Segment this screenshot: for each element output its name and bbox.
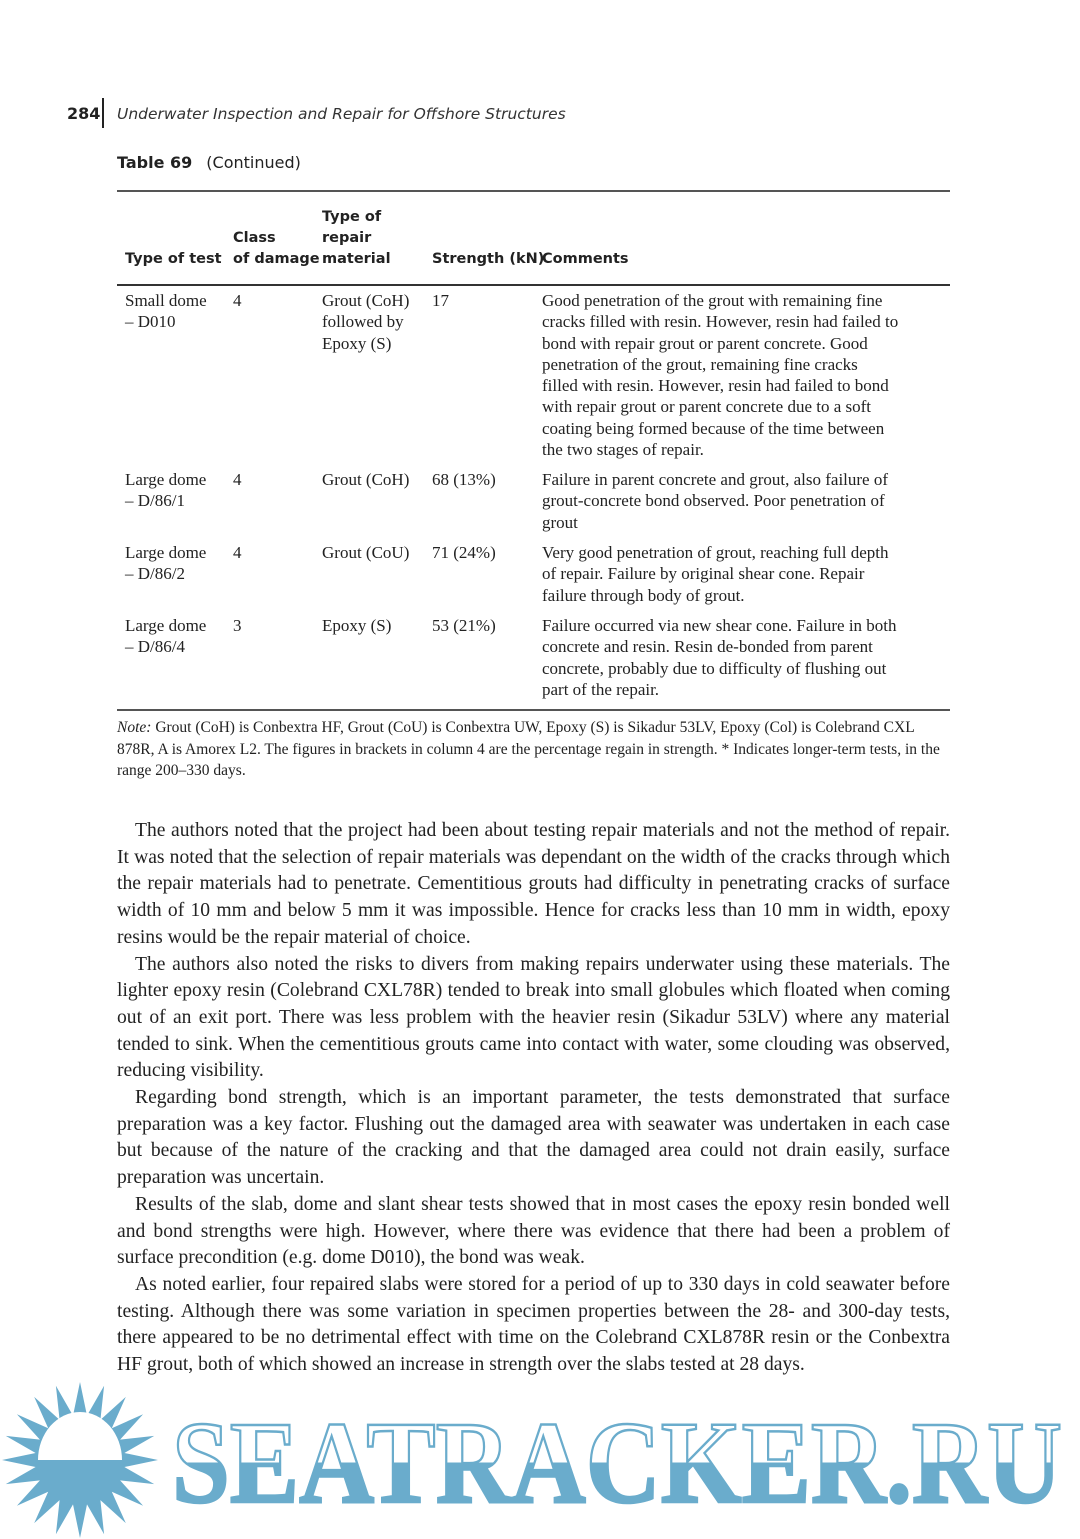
table-cell-test (125, 290, 207, 333)
table-cell-strength: 17 (432, 291, 449, 310)
table-top-rule (117, 190, 950, 192)
note-label: Note: (117, 719, 152, 736)
cell-line: coating being formed because of the time between (542, 418, 885, 438)
column-header: material (322, 251, 391, 267)
cell-line: – D/86/1 (125, 491, 185, 511)
cell-line: of repair. Failure by original shear cone. Repair (542, 564, 865, 584)
paragraph: Results of the slab, dome and slant shear tests showed that in most cases the epoxy resin bonded well and bond strengths were high. However, where there was evidence that there had been a problem of surface precondition (e.g. dome D010), the bond was weak. (117, 1193, 950, 1269)
table-cell-material (322, 290, 409, 354)
table-cell-material (322, 615, 391, 636)
cell-line: the two stages of repair. (542, 440, 704, 460)
cell-line: bond with repair grout or parent concrete. Good (542, 333, 868, 353)
paragraph: The authors also noted the risks to divers from making repairs underwater using these materials. The lighter epoxy resin (Colebrand CXL78R) tended to break into small globules which floated when coming out of an exit port. There was less problem with the heavier resin (Sikadur 53LV) where any material tended to sink. When the cementitious grouts came into contact with water, some clouding was observed, reducing visibility. (117, 953, 950, 1082)
table-cell-comments (542, 290, 898, 460)
cell-line: Grout (CoH) (322, 291, 410, 310)
cell-line: Failure in parent concrete and grout, also failure of (542, 470, 889, 489)
column-header: of damage (233, 251, 320, 267)
cell-line: Large dome (125, 543, 207, 562)
cell-line: cracks filled with resin. However, resin had failed to (542, 312, 899, 332)
table-cell-test (125, 542, 206, 585)
running-title: Underwater Inspection and Repair for Offshore Structures (117, 105, 566, 123)
sun-logo-icon (2, 1382, 158, 1538)
table-cell-class: 4 (233, 470, 242, 489)
table-cell-comments (542, 542, 889, 606)
cell-line: – D/86/2 (125, 564, 185, 584)
cell-line: – D/86/4 (125, 637, 185, 657)
paragraph: Regarding bond strength, which is an important parameter, the tests demonstrated that surface preparation was a key factor. Flushing out the damaged area with seawater was undertaken in each case but because of the nature of the cracking and that the damaged area could not drain easily, surface preparation was uncertain. (117, 1087, 950, 1189)
paragraph: The authors noted that the project had been about testing repair materials and not the method of repair. It was noted that the selection of repair materials was dependant on the width of the cracks through which the repair materials had to penetrate. Cementitious grouts had difficulty in penetrating cracks of surface width of 10 mm and below 5 mm it was impossible. Hence for cracks less than 10 mm in width, epoxy resins would be the repair material of choice. (117, 820, 950, 948)
cell-line: Large dome (125, 470, 207, 489)
column-header: repair (322, 230, 372, 246)
header-divider (102, 98, 104, 128)
cell-line: concrete, probably due to difficulty of flushing out (542, 658, 887, 678)
cell-line: Small dome (125, 291, 207, 310)
table-cell-comments (542, 615, 897, 700)
cell-line: concrete and resin. Resin de-bonded from parent (542, 637, 873, 657)
cell-line: failure through body of grout. (542, 585, 745, 605)
cell-line: penetration of the grout, remaining fine cracks (542, 354, 858, 374)
cell-line: with repair grout or parent concrete due to a soft (542, 397, 872, 417)
note-text: Grout (CoH) is Conbextra HF, Grout (CoU) is Conbextra UW, Epoxy (S) is Sikadur 53LV, Epoxy (Col) is Colebrand CXL 878R, A is Amorex L2. The figures in brackets in column 4 are the percentage regain in strength. * Indicates longer-term tests, in the range 200–330 days. (117, 719, 940, 779)
watermark-text: SEATRACKER.RU (172, 1397, 1062, 1528)
table-note (117, 717, 950, 782)
cell-line: part of the repair. (542, 679, 660, 699)
cell-line: Grout (CoU) (322, 543, 410, 562)
cell-line: grout (542, 512, 578, 532)
body-text (117, 818, 950, 1379)
table-cell-strength: 53 (21%) (432, 616, 496, 635)
cell-line: Epoxy (S) (322, 616, 392, 635)
cell-line: Failure occurred via new shear cone. Failure in both (542, 616, 897, 635)
table-cell-class: 3 (233, 616, 242, 635)
cell-line: Large dome (125, 616, 207, 635)
cell-line: grout-concrete bond observed. Poor penetration of (542, 491, 885, 511)
table-cell-strength: 71 (24%) (432, 543, 496, 562)
table-header-rule (117, 284, 950, 286)
table-cell-strength: 68 (13%) (432, 470, 496, 489)
table-cell-material (322, 469, 409, 490)
column-header: Type of (322, 209, 382, 225)
table-label: Table 69 (117, 153, 193, 172)
page-number: 284 (67, 104, 101, 123)
cell-line: filled with resin. However, resin had failed to bond (542, 376, 889, 396)
column-header: Type of test (125, 251, 222, 267)
table-cell-class: 4 (233, 291, 242, 310)
cell-line: Grout (CoH) (322, 470, 410, 489)
cell-line: Very good penetration of grout, reaching full depth (542, 543, 889, 562)
column-header: Strength (kN) (432, 251, 545, 267)
table-caption (117, 153, 301, 172)
cell-line: – D010 (125, 312, 176, 332)
table-cell-test (125, 615, 206, 658)
paragraph: As noted earlier, four repaired slabs were stored for a period of up to 330 days in cold seawater before testing. Although there was some variation in specimen properties between the 28- and 300-day tests, there appeared to be no detrimental effect with time on the Colebrand CXL878R resin or the Conbextra HF grout, both of which showed an increase in strength over the slabs tested at 28 days. (117, 1273, 950, 1376)
column-header: Class (233, 230, 276, 246)
table-cell-class: 4 (233, 543, 242, 562)
cell-line: Good penetration of the grout with remaining fine (542, 291, 883, 310)
table-cell-comments (542, 469, 888, 533)
column-header: Comments (542, 251, 629, 267)
table-caption-text: (Continued) (206, 153, 301, 172)
cell-line: followed by (322, 312, 404, 332)
cell-line: Epoxy (S) (322, 333, 392, 353)
table-bottom-rule (117, 709, 950, 711)
watermark (0, 1380, 1080, 1539)
table-cell-material (322, 542, 409, 563)
table-cell-test (125, 469, 206, 512)
